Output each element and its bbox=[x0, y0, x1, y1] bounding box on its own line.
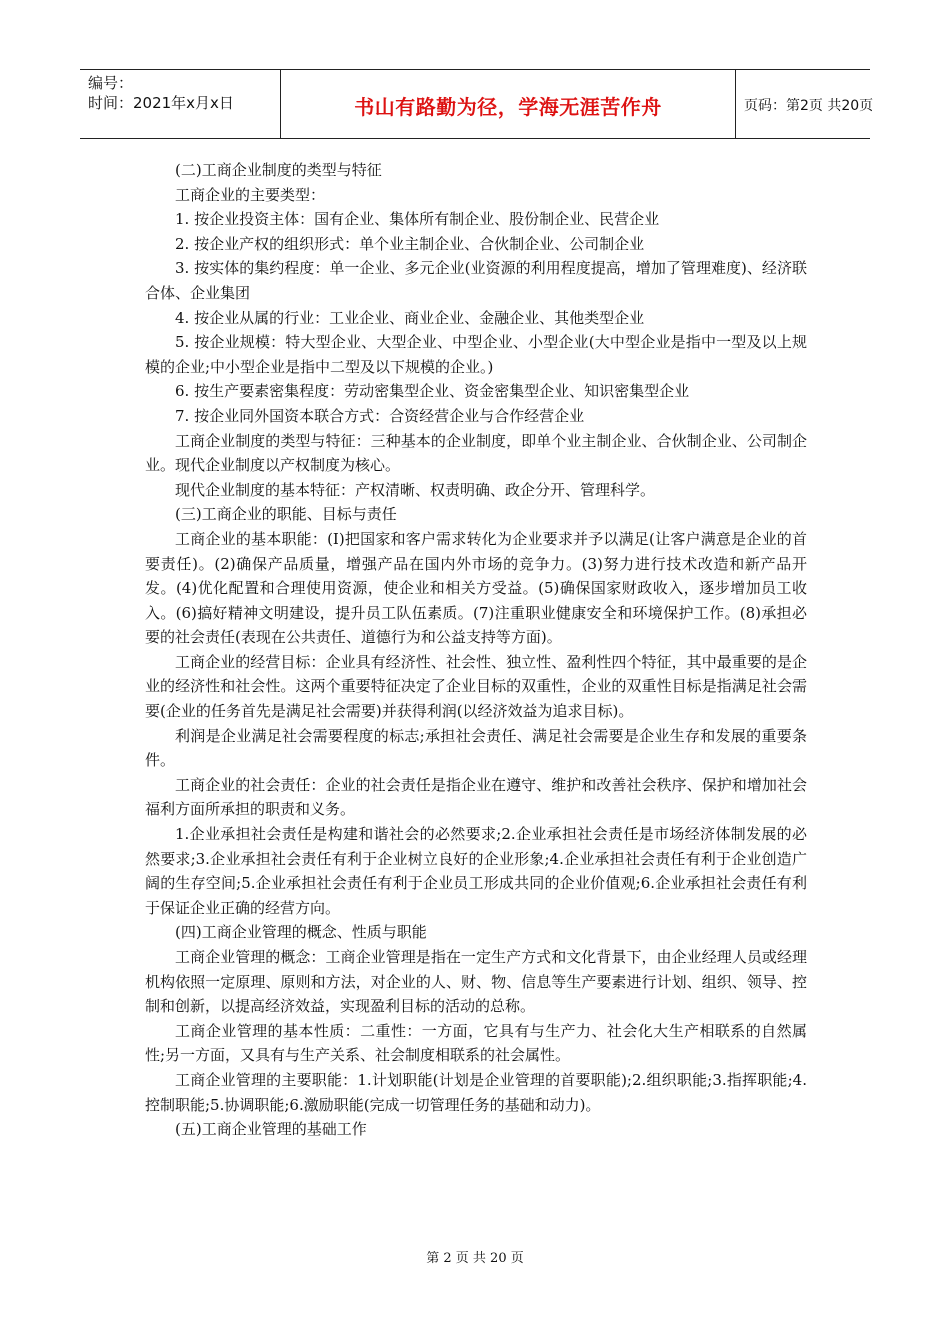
paragraph-16: 工商企业的社会责任：企业的社会责任是指企业在遵守、维护和改善社会秩序、保护和增加社会福利方面所承担的职责和义务。 bbox=[145, 775, 807, 819]
paragraph-9: 7. 按企业同外国资本联合方式：合资经营企业与合作经营企业 bbox=[175, 406, 585, 425]
time-label: 时间：2021年x月x日 bbox=[88, 94, 234, 112]
header-motto-cell bbox=[281, 70, 736, 138]
doc-number-label: 编号： bbox=[88, 74, 134, 92]
paragraph-5: 3. 按实体的集约程度：单一企业、多元企业(业资源的利用程度提高，增加了管理难度)、经济联合体、企业集团 bbox=[145, 259, 807, 302]
paragraph-15: 利润是企业满足社会需要程度的标志;承担社会责任、满足社会需要是企业生存和发展的重要条件。 bbox=[145, 726, 807, 770]
page-info: 页码：第2页 共20页 bbox=[744, 98, 874, 114]
paragraph-4: 2. 按企业产权的组织形式：单个业主制企业、合伙制企业、公司制企业 bbox=[175, 234, 645, 253]
paragraph-20: 工商企业管理的基本性质：二重性：一方面，它具有与生产力、社会化大生产相联系的自然属性;另一方面，又具有与生产关系、社会制度相联系的社会属性。 bbox=[145, 1021, 807, 1065]
paragraph-11: 现代企业制度的基本特征：产权清晰、权责明确、政企分开、管理科学。 bbox=[175, 480, 656, 499]
paragraph-22: (五)工商企业管理的基础工作 bbox=[175, 1120, 367, 1139]
paragraph-8: 6. 按生产要素密集程度：劳动密集型企业、资金密集型企业、知识密集型企业 bbox=[175, 382, 690, 401]
paragraph-2: 工商企业的主要类型： bbox=[175, 185, 326, 204]
paragraph-18: (四)工商企业管理的概念、性质与职能 bbox=[175, 923, 427, 942]
motto-text: 书山有路勤为径，学海无涯苦作舟 bbox=[354, 95, 662, 119]
paragraph-17: 1.企业承担社会责任是构建和谐社会的必然要求;2.企业承担社会责任是市场经济体制发展的必然要求;3.企业承担社会责任有利于企业树立良好的企业形象;4.企业承担社会责任有利于企业创造广阔的生存空间;5.企业承担社会责任有利于企业员工形成共同的企业价值观;6.企业承担社会责任有利于保证企业正确的经营方向。 bbox=[145, 825, 807, 917]
page-header bbox=[80, 69, 874, 139]
paragraph-14: 工商企业的经营目标：企业具有经济性、社会性、独立性、盈利性四个特征，其中最重要的是企业的经济性和社会性。这两个重要特征决定了企业目标的双重性，企业的双重性目标是指满足社会需要(企业的任务首先是满足社会需要)并获得利润(以经济效益为追求目标)。 bbox=[145, 652, 807, 721]
paragraph-13: 工商企业的基本职能：(I)把国家和客户需求转化为企业要求并予以满足(让客户满意是企业的首要责任)。(2)确保产品质量，增强产品在国内外市场的竞争力。(3)努力进行技术改造和新产品开发。(4)优化配置和合理使用资源，使企业和相关方受益。(5)确保国家财政收入，逐步增加员工收入。(6)搞好精神文明建设，提升员工队伍素质。(7)注重职业健康安全和环境保护工作。(8)承担必要的社会责任(表现在公共责任、道德行为和公益支持等方面)。 bbox=[145, 529, 807, 647]
paragraph-12: (三)工商企业的职能、目标与责任 bbox=[175, 505, 397, 524]
paragraph-10: 工商企业制度的类型与特征：三种基本的企业制度，即单个业主制企业、合伙制企业、公司制企业。现代企业制度以产权制度为核心。 bbox=[145, 431, 807, 475]
paragraph-19: 工商企业管理的概念：工商企业管理是指在一定生产方式和文化背景下，由企业经理人员或经理机构依照一定原理、原则和方法，对企业的人、财、物、信息等生产要素进行计划、组织、领导、控制和创新，以提高经济效益，实现盈利目标的活动的总称。 bbox=[145, 948, 807, 1016]
paragraph-21: 工商企业管理的主要职能：1.计划职能(计划是企业管理的首要职能);2.组织职能;3.指挥职能;4.控制职能;5.协调职能;6.激励职能(完成一切管理任务的基础和动力)。 bbox=[145, 1070, 807, 1114]
header-left-cell bbox=[80, 70, 281, 138]
paragraph-1: (二)工商企业制度的类型与特征 bbox=[175, 161, 382, 179]
paragraph-3: 1. 按企业投资主体：国有企业、集体所有制企业、股份制企业、民营企业 bbox=[175, 210, 660, 229]
header-page-cell bbox=[736, 70, 874, 138]
document-body bbox=[145, 158, 807, 1142]
paragraph-6: 4. 按企业从属的行业：工业企业、商业企业、金融企业、其他类型企业 bbox=[175, 308, 645, 327]
paragraph-7: 5. 按企业规模：特大型企业、大型企业、中型企业、小型企业(大中型企业是指中一型及以上规模的企业;中小型企业是指中二型及以下规模的企业。) bbox=[145, 333, 807, 376]
page-footer: 第 2 页 共 20 页 bbox=[426, 1251, 524, 1266]
